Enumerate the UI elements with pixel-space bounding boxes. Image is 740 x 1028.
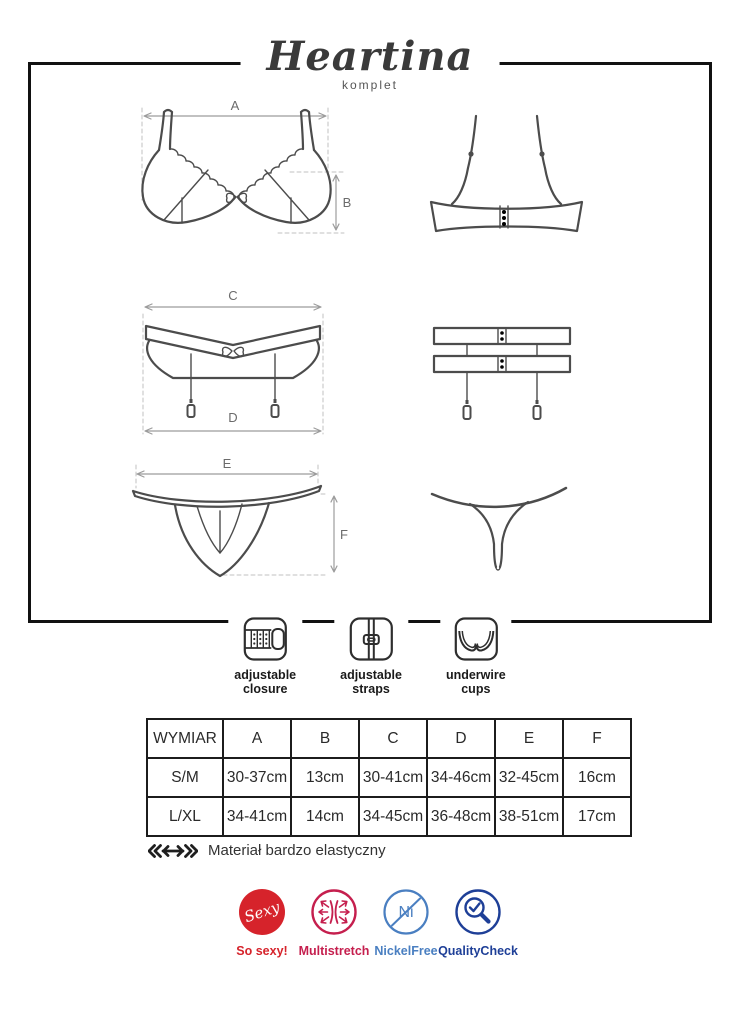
header-d: D: [427, 719, 495, 758]
material-note: [148, 842, 386, 859]
value-cell: 14cm: [291, 797, 359, 836]
badge-nickel-free: [370, 888, 442, 958]
feature-underwire-cups: [440, 616, 512, 697]
value-cell: 34-45cm: [359, 797, 427, 836]
sexy-icon-text: Sexy: [242, 897, 282, 927]
header-a: A: [223, 719, 291, 758]
size-cell: L/XL: [147, 797, 223, 836]
adjustable-closure-icon: [242, 616, 288, 662]
header-f: F: [563, 719, 631, 758]
feature-label-line2: cups: [461, 682, 491, 697]
garter-back-drawing: [427, 316, 577, 426]
header-wymiar: WYMIAR: [147, 719, 223, 758]
badge-label: QualityCheck: [438, 944, 518, 958]
value-cell: 13cm: [291, 758, 359, 797]
value-cell: 30-41cm: [359, 758, 427, 797]
garter-front-drawing: [133, 288, 333, 438]
measure-f-label: F: [340, 527, 348, 542]
sexy-circle-icon: [238, 888, 286, 936]
size-table: [146, 718, 632, 837]
multistretch-icon: [310, 888, 358, 936]
value-cell: 34-46cm: [427, 758, 495, 797]
bra-back-drawing: [424, 110, 589, 235]
feature-label-line1: adjustable: [340, 668, 402, 682]
value-cell: 38-51cm: [495, 797, 563, 836]
table-row-lxl: [147, 797, 631, 836]
badge-label: So sexy!: [236, 944, 288, 958]
bra-front-drawing: [128, 100, 353, 240]
material-note-text: Materiał bardzo elastyczny: [208, 842, 386, 859]
value-cell: 16cm: [563, 758, 631, 797]
header-c: C: [359, 719, 427, 758]
feature-label-line1: underwire: [445, 668, 506, 682]
panty-front-drawing: [122, 458, 350, 583]
feature-label: [340, 668, 402, 697]
quality-check-icon: [454, 888, 502, 936]
table-header-row: [147, 719, 631, 758]
brand-logo: [241, 33, 500, 92]
brand-name: Heartina: [266, 33, 474, 80]
measure-b-label: B: [342, 195, 352, 210]
brand-subtitle: komplet: [341, 78, 399, 92]
value-cell: 30-37cm: [223, 758, 291, 797]
table-row-sm: [147, 758, 631, 797]
value-cell: 36-48cm: [427, 797, 495, 836]
feature-adjustable-straps: [334, 616, 408, 697]
adjustable-straps-icon: [348, 616, 394, 662]
badge-so-sexy: [226, 888, 298, 958]
badges-row: [226, 888, 518, 958]
size-cell: S/M: [147, 758, 223, 797]
nickel-free-icon: [382, 888, 430, 936]
feature-label-line2: straps: [352, 682, 390, 697]
value-cell: 34-41cm: [223, 797, 291, 836]
feature-label-line2: closure: [242, 682, 288, 697]
nickel-icon-text: Ni: [398, 904, 414, 921]
header-b: B: [291, 719, 359, 758]
header-e: E: [495, 719, 563, 758]
feature-label: [446, 668, 506, 697]
badge-label: NickelFree: [374, 944, 438, 958]
feature-adjustable-closure: [228, 616, 302, 697]
feature-label: [234, 668, 296, 697]
stretch-arrows-icon: [148, 843, 198, 859]
value-cell: 17cm: [563, 797, 631, 836]
feature-label-line1: adjustable: [234, 668, 297, 682]
badge-quality-check: [438, 888, 518, 958]
measure-d-label: D: [228, 410, 238, 425]
badge-label: Multistretch: [298, 944, 370, 958]
feature-icons-row: [228, 616, 511, 697]
measure-a-label: A: [230, 100, 240, 113]
underwire-cups-icon: [453, 616, 499, 662]
panty-back-drawing: [424, 470, 574, 575]
measure-e-label: E: [222, 458, 232, 471]
measure-c-label: C: [228, 288, 238, 303]
badge-multistretch: [298, 888, 370, 958]
value-cell: 32-45cm: [495, 758, 563, 797]
